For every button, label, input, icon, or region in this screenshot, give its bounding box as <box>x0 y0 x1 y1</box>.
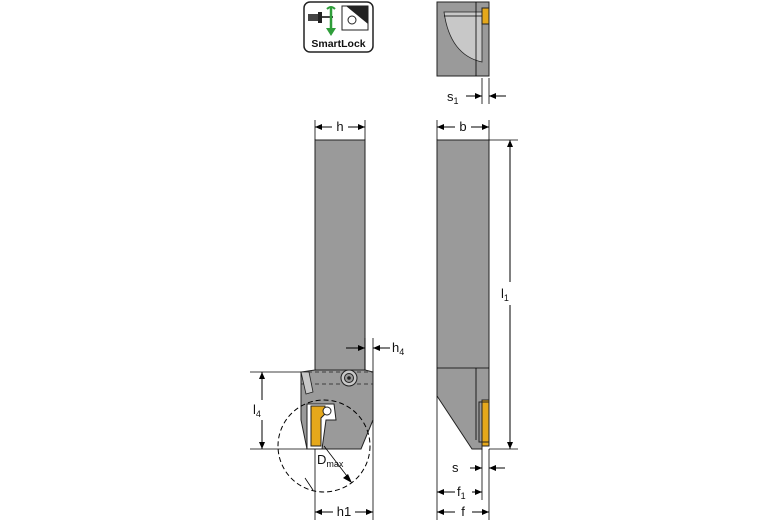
dim-h: h <box>336 119 344 134</box>
dim-l1: $l_1$ <box>501 286 509 303</box>
top-view <box>437 2 506 106</box>
top-view-insert <box>482 8 489 24</box>
dim-dmax: $D_{max}$ <box>317 452 344 469</box>
dim-h1: h1 <box>336 504 352 519</box>
side-view-body <box>437 140 489 449</box>
side-view-insert <box>482 400 489 446</box>
side-view <box>437 119 518 520</box>
clamp-screw-icon <box>341 370 357 386</box>
dim-h4: $h_4$ <box>392 340 405 357</box>
front-view <box>250 119 404 520</box>
dim-b: b <box>459 119 467 134</box>
dim-f1: $f_1$ <box>457 484 466 501</box>
smartlock-badge <box>304 2 373 52</box>
dim-f: f <box>461 504 465 519</box>
badge-label: SmartLock <box>311 38 366 50</box>
dim-s: s <box>452 460 459 475</box>
front-view-body <box>301 140 373 449</box>
dim-l4: $l_4$ <box>253 402 261 419</box>
dim-s1: $s_1$ <box>447 89 459 106</box>
